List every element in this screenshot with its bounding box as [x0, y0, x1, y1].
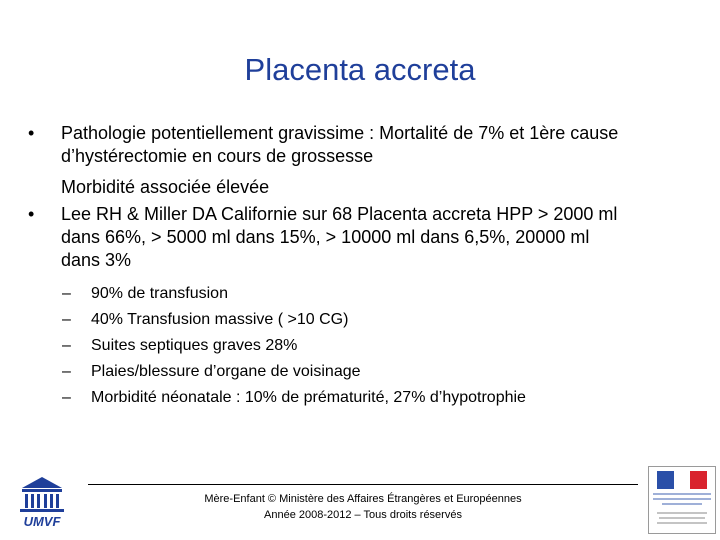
bullet-text-line: dans 3% [61, 250, 132, 270]
sub-item-text: 40% Transfusion massive ( >10 CG) [91, 311, 349, 328]
sub-item [62, 281, 698, 307]
bullet-text-line: d’hystérectomie en cours de grossesse [61, 146, 374, 166]
umvf-logo [14, 474, 70, 530]
logo-text-mark [657, 512, 707, 514]
logo-text-mark [653, 498, 711, 500]
logo-text-mark [657, 522, 707, 524]
sub-item-text: Morbidité néonatale : 10% de prématurité, 27% d’hypotrophie [91, 389, 526, 406]
french-flag-icon [657, 471, 707, 489]
logo-text-mark [653, 493, 711, 495]
bullet-item [28, 203, 698, 272]
logo-text-mark [662, 503, 702, 505]
sub-item [62, 333, 698, 359]
republique-francaise-logo [648, 466, 716, 534]
bullet-marker: • [28, 204, 35, 224]
slide-body [28, 122, 698, 411]
footer-copyright: Mère-Enfant © Ministère des Affaires Étrangères et Européennes [204, 493, 522, 505]
umvf-logo-label: UMVF [23, 514, 61, 529]
dash-marker: – [62, 363, 71, 380]
sub-item [62, 385, 698, 411]
sub-item-text: 90% de transfusion [91, 285, 228, 302]
temple-icon [14, 474, 70, 516]
sub-item [62, 307, 698, 333]
dash-marker: – [62, 337, 71, 354]
bullet-text-line: Pathologie potentiellement gravissime : Mortalité de 7% et 1ère cause [61, 123, 619, 143]
logo-text-mark [659, 517, 705, 519]
slide-title: Placenta accreta [244, 52, 476, 87]
bullet-continuation: Morbidité associée élevée [61, 177, 270, 197]
dash-marker: – [62, 389, 71, 406]
bullet-text-line: dans 66%, > 5000 ml dans 15%, > 10000 ml dans 6,5%, 20000 ml [61, 227, 590, 247]
sub-list [28, 281, 698, 411]
dash-marker: – [62, 285, 71, 302]
footer [88, 491, 638, 523]
bullet-item [28, 122, 698, 168]
sub-item-text: Suites septiques graves 28% [91, 337, 298, 354]
sub-item [62, 359, 698, 385]
sub-item-text: Plaies/blessure d’organe de voisinage [91, 363, 361, 380]
footer-divider [88, 484, 638, 485]
bullet-text-line: Lee RH & Miller DA Californie sur 68 Placenta accreta HPP > 2000 ml [61, 204, 618, 224]
dash-marker: – [62, 311, 71, 328]
footer-years: Année 2008-2012 – Tous droits réservés [264, 509, 462, 521]
bullet-marker: • [28, 123, 35, 143]
